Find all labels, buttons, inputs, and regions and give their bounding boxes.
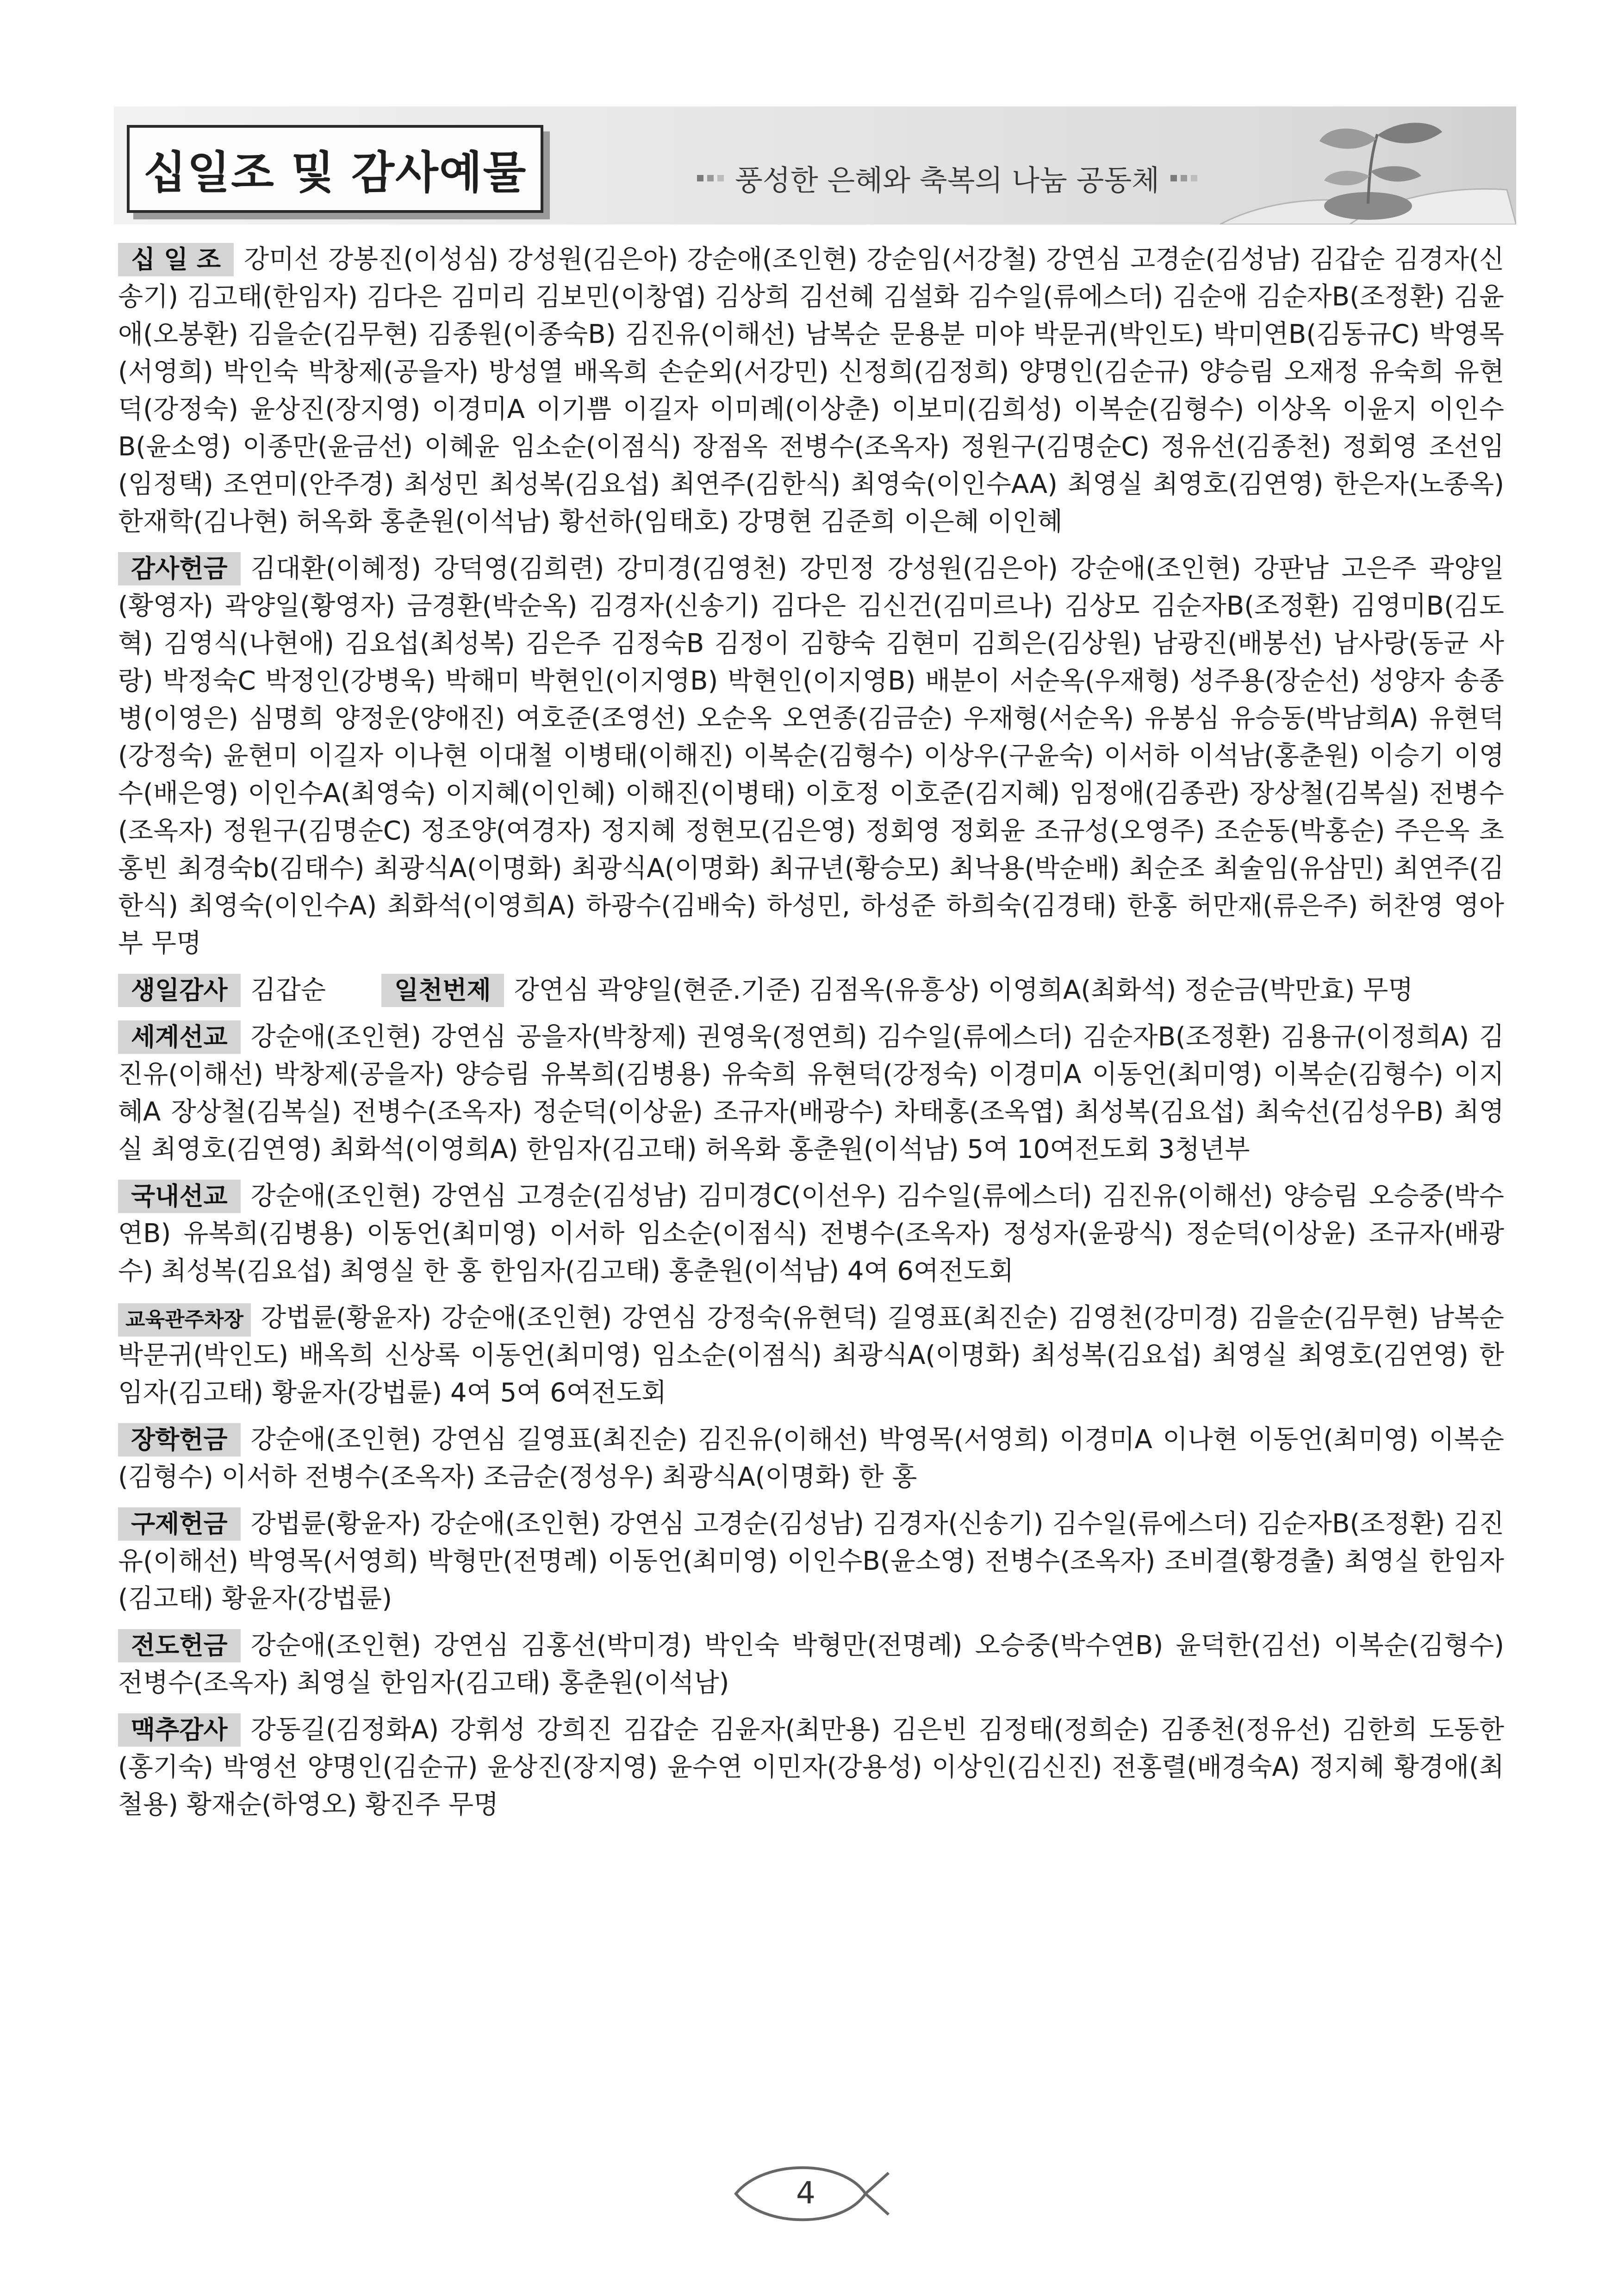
- section-relief: [118, 1505, 1504, 1618]
- section-tithe: [118, 241, 1504, 541]
- section-thanksgiving: [118, 550, 1504, 962]
- section-world-mission: [118, 1018, 1504, 1168]
- section-names: 강법륜(황윤자) 강순애(조인현) 강연심 고경순(김성남) 김경자(신송기) 김수일(류에스더) 김순자B(조정환) 김진유(이해선) 박영목(서영희) 박형만(전명례) 이동언(최미영) 이인수B(윤소영) 전병수(조옥자) 조비결(황경출) 최영실 한임자(김고태) 황윤자(강법륜): [118, 1509, 1504, 1614]
- subtitle-text: 풍성한 은혜와 축복의 나눔 공동체: [735, 163, 1160, 197]
- page-title: 십일조 및 감사예물: [143, 146, 527, 199]
- subtitle: [697, 157, 1197, 199]
- offering-list: [118, 231, 1504, 1823]
- section-names: 강순애(조인현) 강연심 김홍선(박미경) 박인숙 박형만(전명례) 오승중(박수연B) 윤덕한(김선) 이복순(김형수) 전병수(조옥자) 최영실 한임자(김고태) 홍춘원(이석남): [118, 1630, 1504, 1698]
- section-label: 전도헌금: [118, 1629, 241, 1662]
- section-names: 강순애(조인현) 강연심 고경순(김성남) 김미경C(이선우) 김수일(류에스더) 김진유(이해선) 양승림 오승중(박수연B) 유복희(김병용) 이동언(최미영) 이서하 임소순(이점식) 전병수(조옥자) 정성자(윤광식) 정순덕(이상윤) 조규자(배광수) 최성복(김요섭) 최영실 한 홍 한임자(김고태) 홍춘원(이석남) 4여 6여전도회: [118, 1181, 1504, 1286]
- section-names: 강미선 강봉진(이성심) 강성원(김은아) 강순애(조인현) 강순임(서강철) 강연심 고경순(김성남) 김갑순 김경자(신송기) 김고태(한임자) 김다은 김미리 김보민(이창엽) 김상희 김선혜 김설화 김수일(류에스더) 김순애 김순자B(조정환) 김윤애(오봉환) 김을순(김무현) 김종원(이종숙B) 김진유(이해선) 남복순 문용분 미야 박문귀(박인도) 박미연B(김동규C) 박영목(서영희) 박인숙 박창제(공을자) 방성열 배옥희 손순외(서강민) 신정희(김정희) 양명인(김순규) 양승림 오재정 유숙희 유현덕(강정숙) 윤상진(장지영) 이경미A 이기쁨 이길자 이미례(이상춘) 이보미(김희성) 이복순(김형수) 이상옥 이윤지 이인수B(윤소영) 이종만(윤금선) 이혜윤 임소순(이점식) 장점옥 전병수(조옥자) 정원구(김명순C) 정유선(김종천) 정회영 조선임(임정택) 조연미(안주경) 최성민 최성복(김요섭) 최연주(김한식) 최영숙(이인수AA) 최영실 최영호(김연영) 한은자(노종옥) 한재학(김나현) 허옥화 홍춘원(이석남) 황선하(임태호) 강명현 김준희 이은혜 이인혜: [118, 244, 1504, 537]
- section-label: 십 일 조: [118, 243, 234, 276]
- section-harvest-thanksgiving: [118, 1711, 1504, 1823]
- section-names: 강순애(조인현) 강연심 공을자(박창제) 권영욱(정연희) 김수일(류에스더) 김순자B(조정환) 김용규(이정희A) 김진유(이해선) 박창제(공을자) 양승림 유복희(김병용) 유숙희 유현덕(강정숙) 이경미A 이동언(최미영) 이복순(김형수) 이지혜A 장상철(김복실) 전병수(조옥자) 정순덕(이상윤) 조규자(배광수) 차태홍(조옥엽) 최성복(김요섭) 최숙선(김성우B) 최영실 최영호(김연영) 최화석(이영희A) 한임자(김고태) 허옥화 홍춘원(이석남) 5여 10여전도회 3청년부: [118, 1022, 1504, 1164]
- section-label: 일천번제: [381, 974, 504, 1007]
- section-label: 감사헌금: [118, 552, 241, 585]
- subtitle-dots-left: [697, 175, 724, 181]
- section-names: 강순애(조인현) 강연심 길영표(최진순) 김진유(이해선) 박영목(서영희) 이경미A 이나현 이동언(최미영) 이복순(김형수) 이서하 전병수(조옥자) 조금순(정성우) 최광식A(이명화) 한 홍: [118, 1425, 1504, 1492]
- section-label: 세계선교: [118, 1020, 241, 1054]
- section-domestic-mission: [118, 1177, 1504, 1290]
- section-birthday-and-thousand: [118, 971, 1504, 1009]
- section-label: 구제헌금: [118, 1507, 241, 1541]
- section-education-parking: [118, 1299, 1504, 1412]
- plant-hands-icon: [1183, 106, 1516, 224]
- section-names: 김갑순: [250, 975, 326, 1005]
- section-names: 강법륜(황윤자) 강순애(조인현) 강연심 강정숙(유현덕) 길영표(최진순) 김영천(강미경) 김을순(김무현) 남복순 박문귀(박인도) 배옥희 신상록 이동언(최미영) 임소순(이점식) 최광식A(이명화) 최성복(김요섭) 최영실 최영호(김연영) 한임자(김고태) 황윤자(강법륜) 4여 5여 6여전도회: [118, 1303, 1504, 1408]
- section-label: 생일감사: [118, 974, 241, 1007]
- section-label: 장학헌금: [118, 1423, 241, 1456]
- section-evangelism: [118, 1627, 1504, 1702]
- title-box: [127, 125, 543, 213]
- section-label: 맥추감사: [118, 1713, 241, 1747]
- section-names: 김대환(이혜정) 강덕영(김희련) 강미경(김영천) 강민정 강성원(김은아) 강순애(조인현) 강판남 고은주 곽양일(황영자) 곽양일(황영자) 금경환(박순옥) 김경자(신송기) 김다은 김신건(김미르나) 김상모 김순자B(조정환) 김영미B(김도혁) 김영식(나현애) 김요섭(최성복) 김은주 김정숙B 김정이 김향숙 김현미 김희은(김상원) 남광진(배봉선) 남사랑(동균 사랑) 박정숙C 박정인(강병욱) 박해미 박현인(이지영B) 박현인(이지영B) 배분이 서순옥(우재형) 성주용(장순선) 성양자 송종병(이영은) 심명희 양정운(양애진) 여호준(조영선) 오순옥 오연종(김금순) 우재형(서순옥) 유봉심 유승동(박남희A) 유현덕(강정숙) 윤현미 이길자 이나현 이대철 이병태(이해진) 이복순(김형수) 이상우(구윤숙) 이서하 이석남(홍춘원) 이승기 이영수(배은영) 이인수A(최영숙) 이지혜(이인혜) 이해진(이병태) 이호정 이호준(김지혜) 임정애(김종관) 장상철(김복실) 전병수(조옥자) 정원구(김명순C) 정조양(여경자) 정지혜 정현모(김은영) 정회영 정회윤 조규성(오영주) 조순동(박홍순) 주은옥 초홍빈 최경숙b(김태수) 최광식A(이명화) 최광식A(이명화) 최규년(황승모) 최낙용(박순배) 최순조 최술임(유삼민) 최연주(김한식) 최영숙(이인수A) 최화석(이영희A) 하광수(김배숙) 하성민, 하성준 하희숙(김경태) 한홍 허만재(류은주) 허찬영 영아부 무명: [118, 554, 1504, 958]
- page-footer: [727, 2154, 893, 2233]
- section-label: 국내선교: [118, 1180, 241, 1213]
- header-banner: [114, 106, 1516, 224]
- section-names: 강연심 곽양일(현준.기준) 김점옥(유흥상) 이영희A(최화석) 정순금(박만효) 무명: [514, 975, 1413, 1005]
- section-scholarship: [118, 1421, 1504, 1496]
- section-names: 강동길(김정화A) 강휘성 강희진 김갑순 김윤자(최만용) 김은빈 김정태(정희순) 김종천(정유선) 김한희 도동한(홍기숙) 박영선 양명인(김순규) 윤상진(장지영) 윤수연 이민자(강용성) 이상인(김신진) 전홍렬(배경숙A) 정지혜 황경애(최철용) 황재순(하영오) 황진주 무명: [118, 1715, 1504, 1820]
- page-number: 4: [796, 2175, 815, 2211]
- section-label: 교육관주차장: [118, 1303, 251, 1337]
